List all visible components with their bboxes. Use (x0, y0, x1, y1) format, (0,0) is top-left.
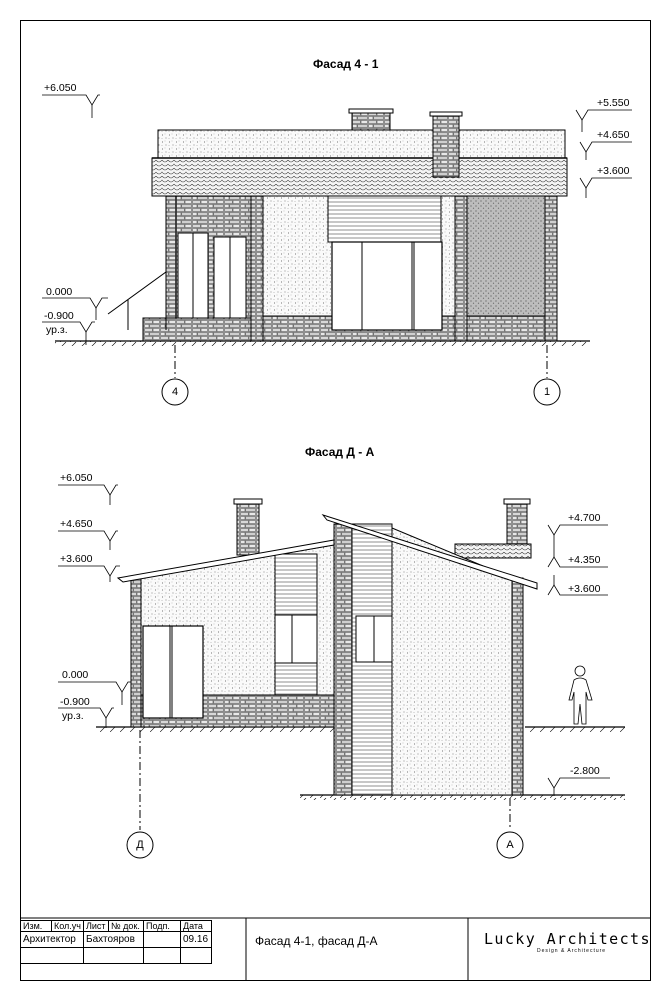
elevation-D-A-title: Фасад Д - А (305, 445, 375, 459)
date-cell: 09.16 (181, 932, 212, 948)
level-mark: +4.700 (568, 512, 601, 524)
header-cell: Изм. (21, 921, 52, 932)
sheet-title: Фасад 4-1, фасад Д-А (255, 934, 378, 948)
level-mark: +6.050 (60, 472, 93, 484)
level-mark: -0.900 (60, 696, 90, 708)
level-mark: 0.000 (62, 669, 89, 681)
ground-level-label: ур.з. (62, 710, 84, 722)
level-mark: +3.600 (568, 583, 601, 595)
level-mark: +3.600 (597, 165, 630, 177)
axis-marker: А (506, 839, 514, 851)
title-block-header-row (21, 921, 212, 932)
header-cell: Лист (84, 921, 109, 932)
brand-tagline: Design & Architecture (537, 948, 607, 954)
title-block-table (20, 920, 212, 964)
level-mark: +3.600 (60, 553, 93, 565)
level-mark: 0.000 (46, 286, 73, 298)
axis-marker: 1 (543, 386, 551, 398)
title-block-row (21, 948, 212, 964)
elevation-4-1-drawing (42, 95, 632, 405)
axis-marker: 4 (171, 386, 179, 398)
axis-marker: Д (136, 839, 144, 851)
level-mark: +6.050 (44, 82, 77, 94)
elevation-D-A-drawing (58, 485, 625, 858)
level-mark: +4.650 (60, 518, 93, 530)
header-cell: Подп. (144, 921, 181, 932)
level-mark: +5.550 (597, 97, 630, 109)
level-mark: -2.800 (570, 765, 600, 777)
name-cell: Бахтояров (84, 932, 144, 948)
level-mark: -0.900 (44, 310, 74, 322)
ground-level-label: ур.з. (46, 324, 68, 336)
level-mark: +4.650 (597, 129, 630, 141)
signature-cell (144, 932, 181, 948)
header-cell: № док. (109, 921, 144, 932)
header-cell: Кол.уч (52, 921, 84, 932)
level-mark: +4.350 (568, 554, 601, 566)
header-cell: Дата (181, 921, 212, 932)
elevation-4-1-title: Фасад 4 - 1 (313, 57, 379, 71)
brand-logo: Lucky Architects (484, 930, 651, 948)
title-block-row (21, 932, 212, 948)
role-cell: Архитектор (21, 932, 84, 948)
